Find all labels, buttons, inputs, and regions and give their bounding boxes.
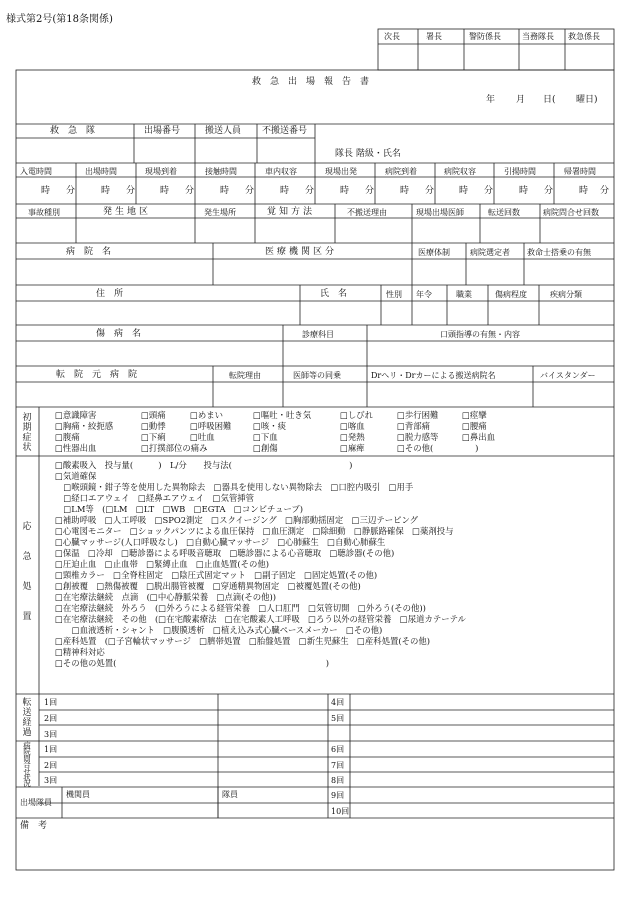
inquiry-label: 病 院 問 合 せ 状 況 bbox=[23, 741, 31, 789]
treatment-item[interactable]: □創被覆 □熱傷被覆 □脱出腸管被覆 □穿通精異物固定 □被覆処置(その他) bbox=[55, 581, 361, 591]
hour-unit: 時 bbox=[41, 186, 51, 196]
symptom-item[interactable]: □性器出血 bbox=[55, 443, 97, 453]
doctor-label: 現場出場医師 bbox=[416, 208, 464, 217]
crew-label: 出場隊員 bbox=[20, 798, 52, 807]
time-label-10: 帰署時間 bbox=[564, 167, 596, 176]
hour-unit: 時 bbox=[459, 186, 469, 196]
hospital-label: 病院名 bbox=[66, 247, 121, 257]
symptom-item[interactable]: □創傷 bbox=[253, 443, 278, 453]
minute-unit: 分 bbox=[484, 186, 494, 196]
symptom-item[interactable]: □麻痺 bbox=[340, 443, 365, 453]
place-label: 発生場所 bbox=[204, 208, 236, 217]
oral-guidance-label: 口頭指導の有無・内容 bbox=[440, 330, 520, 339]
treatment-item[interactable]: □精神科対応 bbox=[55, 647, 105, 657]
treatment-item[interactable]: □酸素吸入 投与量( ) L/分 投与法( ) bbox=[55, 460, 353, 470]
inquiry-row-8: 8回 bbox=[331, 776, 345, 785]
hour-unit: 時 bbox=[400, 186, 410, 196]
selector-label: 病院選定者 bbox=[470, 248, 510, 257]
symptom-item[interactable]: □動悸 bbox=[141, 421, 166, 431]
inquiry-row-2: 2回 bbox=[44, 761, 58, 770]
system-label: 医療体制 bbox=[418, 248, 450, 257]
transfer-row-5: 5回 bbox=[331, 714, 345, 723]
symptom-item[interactable]: □嘔吐・吐き気 bbox=[253, 410, 312, 420]
treatment-label: 応 急 処 置 bbox=[22, 522, 32, 622]
minute-unit: 分 bbox=[126, 186, 136, 196]
treatment-item[interactable]: □保温 □冷却 □聴診器による呼吸音聴取 □聴診器による心音聴取 □聴診器(その他) bbox=[55, 548, 395, 558]
treatment-item[interactable]: □心臓マッサージ(人口呼吸なし) □自動心臓マッサージ □心肺蘇生 □自動心肺蘇生 bbox=[55, 537, 386, 547]
minute-unit: 分 bbox=[544, 186, 554, 196]
symptom-item[interactable]: □発熱 bbox=[340, 432, 365, 442]
not-transported-label: 不搬送番号 bbox=[262, 126, 308, 136]
unit-label: 救急隊 bbox=[50, 126, 105, 136]
symptom-item[interactable]: □吐血 bbox=[190, 432, 215, 442]
minute-unit: 分 bbox=[66, 186, 76, 196]
dept-label: 診療科目 bbox=[302, 330, 334, 339]
symptom-item[interactable]: □咳・痰 bbox=[253, 421, 287, 431]
accident-type-label: 事故種別 bbox=[28, 208, 60, 217]
hour-unit: 時 bbox=[280, 186, 290, 196]
symptom-item[interactable]: □頭痛 bbox=[141, 410, 166, 420]
time-label-4: 接触時間 bbox=[205, 167, 237, 176]
hour-unit: 時 bbox=[101, 186, 111, 196]
severity-label: 傷病程度 bbox=[495, 290, 527, 299]
symptom-item[interactable]: □歩行困難 bbox=[397, 410, 439, 420]
form-title: 救急出場報告書 bbox=[252, 77, 379, 87]
address-label: 住所 bbox=[96, 289, 133, 299]
approval-2: 署長 bbox=[426, 32, 442, 41]
treatment-item[interactable]: □圧迫止血 □止血帯 □緊縛止血 □止血処置(その他) bbox=[55, 559, 270, 569]
time-label-6: 現場出発 bbox=[325, 167, 357, 176]
approval-3: 警防係長 bbox=[469, 32, 501, 41]
symptom-item[interactable]: □喀血 bbox=[340, 421, 365, 431]
transfer-row-3: 3回 bbox=[44, 730, 58, 739]
emt-label: 救命士搭乗の有無 bbox=[527, 248, 591, 257]
minute-unit: 分 bbox=[425, 186, 435, 196]
injury-label: 傷病名 bbox=[96, 329, 151, 339]
inquiry-row-7: 7回 bbox=[331, 761, 345, 770]
treatment-item[interactable]: □その他の処置( ) bbox=[55, 658, 330, 668]
transfer-count-label: 転送回数 bbox=[488, 208, 520, 217]
treatment-item[interactable]: □在宅療法継続 外ろう (□外ろうによる経管栄養 □人口肛門 □気管切開 □外ろう(その他)) bbox=[55, 603, 426, 613]
minute-unit: 分 bbox=[305, 186, 315, 196]
symptoms-label: 初 期 症 状 bbox=[22, 413, 32, 453]
treatment-item[interactable]: □在宅療法継続 点滴 (□中心静脈栄養 □点滴(その他)) bbox=[55, 592, 277, 602]
time-label-3: 現場到着 bbox=[145, 167, 177, 176]
symptom-item[interactable]: □腹痛 bbox=[55, 432, 80, 442]
inquiry-row-9: 9回 bbox=[331, 791, 345, 800]
member-label: 隊員 bbox=[222, 790, 238, 799]
category-label: 医療機関区分 bbox=[265, 247, 338, 257]
treatment-item[interactable]: □在宅療法継続 その他 (□在宅酸素療法 □在宅酸素人工呼吸 □ろう以外の経管栄養 □尿道カテーテル bbox=[55, 614, 466, 624]
age-label: 年令 bbox=[416, 290, 432, 299]
time-label-9: 引揚時間 bbox=[504, 167, 536, 176]
treatment-item[interactable]: □心電図モニター □ショックパンツによる血圧保持 □血圧測定 □除細動 □静脈路確保 □薬剤投与 bbox=[55, 526, 454, 536]
symptom-item[interactable]: □しびれ bbox=[340, 410, 374, 420]
transfer-row-4: 4回 bbox=[331, 698, 345, 707]
treatment-item[interactable]: □気道確保 bbox=[55, 471, 97, 481]
sex-label: 性別 bbox=[386, 290, 402, 299]
minute-unit: 分 bbox=[185, 186, 195, 196]
dispatch-no-label: 出場番号 bbox=[144, 126, 181, 136]
inquiry-row-1: 1回 bbox=[44, 745, 58, 754]
approval-5: 救急係長 bbox=[568, 32, 600, 41]
symptom-item[interactable]: □打撲部位の痛み bbox=[141, 443, 208, 453]
hour-unit: 時 bbox=[220, 186, 230, 196]
treatment-item[interactable]: □経口エアウェイ □経鼻エアウェイ □気管挿管 bbox=[55, 493, 254, 503]
time-label-8: 病院収容 bbox=[444, 167, 476, 176]
time-label-1: 入電時間 bbox=[20, 167, 52, 176]
heli-label: Drヘリ・Drカーによる搬送病院名 bbox=[371, 371, 496, 380]
operator-label: 機関員 bbox=[66, 790, 90, 799]
name-label: 氏名 bbox=[320, 289, 357, 299]
symptom-item[interactable]: □背部痛 bbox=[397, 421, 431, 431]
form-number: 様式第2号(第18条関係) bbox=[6, 14, 113, 25]
minute-unit: 分 bbox=[245, 186, 255, 196]
inquiry-row-10: 10回 bbox=[331, 807, 350, 816]
detection-label: 覚知方法 bbox=[267, 207, 316, 217]
date-dow: 曜日) bbox=[576, 95, 598, 105]
time-label-7: 病院到着 bbox=[385, 167, 417, 176]
minute-unit: 分 bbox=[600, 186, 610, 196]
symptom-item[interactable]: □下痢 bbox=[141, 432, 166, 442]
hour-unit: 時 bbox=[579, 186, 589, 196]
transported-label: 搬送人員 bbox=[205, 126, 242, 136]
approval-1: 次長 bbox=[384, 32, 400, 41]
time-label-5: 車内収容 bbox=[265, 167, 297, 176]
inquiry-count-label: 病院問合せ回数 bbox=[543, 208, 599, 217]
hour-unit: 時 bbox=[340, 186, 350, 196]
transfer-label: 転 送 経 過 bbox=[22, 698, 32, 738]
date-day: 日( bbox=[543, 95, 556, 105]
symptom-item[interactable]: □下血 bbox=[253, 432, 278, 442]
captain-label: 隊長 階級・氏名 bbox=[335, 149, 401, 159]
non-transport-reason-label: 不搬送理由 bbox=[347, 208, 387, 217]
remarks-label: 備 考 bbox=[20, 821, 48, 831]
consent-label: 医師等の同乗 bbox=[293, 371, 341, 380]
treatment-item[interactable]: □頸椎カラー □全脊柱固定 □陰圧式固定マット □副子固定 □固定処置(その他) bbox=[55, 570, 378, 580]
approval-4: 当務隊長 bbox=[522, 32, 554, 41]
transfer-row-1: 1回 bbox=[44, 698, 58, 707]
symptom-item[interactable]: □その他( ) bbox=[397, 443, 479, 453]
symptom-item[interactable]: □めまい bbox=[190, 410, 224, 420]
symptom-item[interactable]: □腰痛 bbox=[462, 421, 487, 431]
treatment-item[interactable]: □LM等 (□LM □LT □WB □EGTA □コンビチューブ) bbox=[55, 504, 304, 514]
district-label: 発生地区 bbox=[103, 207, 152, 217]
treatment-item[interactable]: □補助呼吸 □人工呼吸 □SPO2測定 □スクイージング □胸部動揺固定 □三辺テーピング bbox=[55, 515, 419, 525]
inquiry-row-3: 3回 bbox=[44, 776, 58, 785]
transfer-row-2: 2回 bbox=[44, 714, 58, 723]
treatment-item[interactable]: □産科処置 (□子宮輪状マッサージ □臍帯処置 □胎盤処置 □新生児蘇生 □産科処置(その他) bbox=[55, 636, 431, 646]
treatment-item[interactable]: □喉頭鏡・鉗子等を使用した異物除去 □器具を使用しない異物除去 □口腔内吸引 □用手 bbox=[55, 482, 414, 492]
hour-unit: 時 bbox=[519, 186, 529, 196]
symptom-item[interactable]: □鼻出血 bbox=[462, 432, 496, 442]
transfer-reason-label: 転院理由 bbox=[229, 371, 261, 380]
inquiry-row-6: 6回 bbox=[331, 745, 345, 754]
minute-unit: 分 bbox=[365, 186, 375, 196]
job-label: 職業 bbox=[456, 290, 472, 299]
date-year: 年 bbox=[486, 95, 496, 105]
bystander-label: バイスタンダー bbox=[540, 371, 596, 380]
symptom-item[interactable]: □意識障害 bbox=[55, 410, 97, 420]
transfer-source-label: 転院元病院 bbox=[56, 370, 147, 380]
symptom-item[interactable]: □呼吸困難 bbox=[190, 421, 232, 431]
treatment-item[interactable]: □血液透析・シャント □腹膜透析 □植え込み式心臓ペースメーカー □その他) bbox=[55, 625, 383, 635]
symptom-item[interactable]: □脱力感等 bbox=[397, 432, 439, 442]
hour-unit: 時 bbox=[160, 186, 170, 196]
date-month: 月 bbox=[516, 95, 526, 105]
symptom-item[interactable]: □胸痛・絞扼感 bbox=[55, 421, 114, 431]
disease-label: 疾病分類 bbox=[550, 290, 582, 299]
time-label-2: 出場時間 bbox=[85, 167, 117, 176]
symptom-item[interactable]: □痙攣 bbox=[462, 410, 487, 420]
